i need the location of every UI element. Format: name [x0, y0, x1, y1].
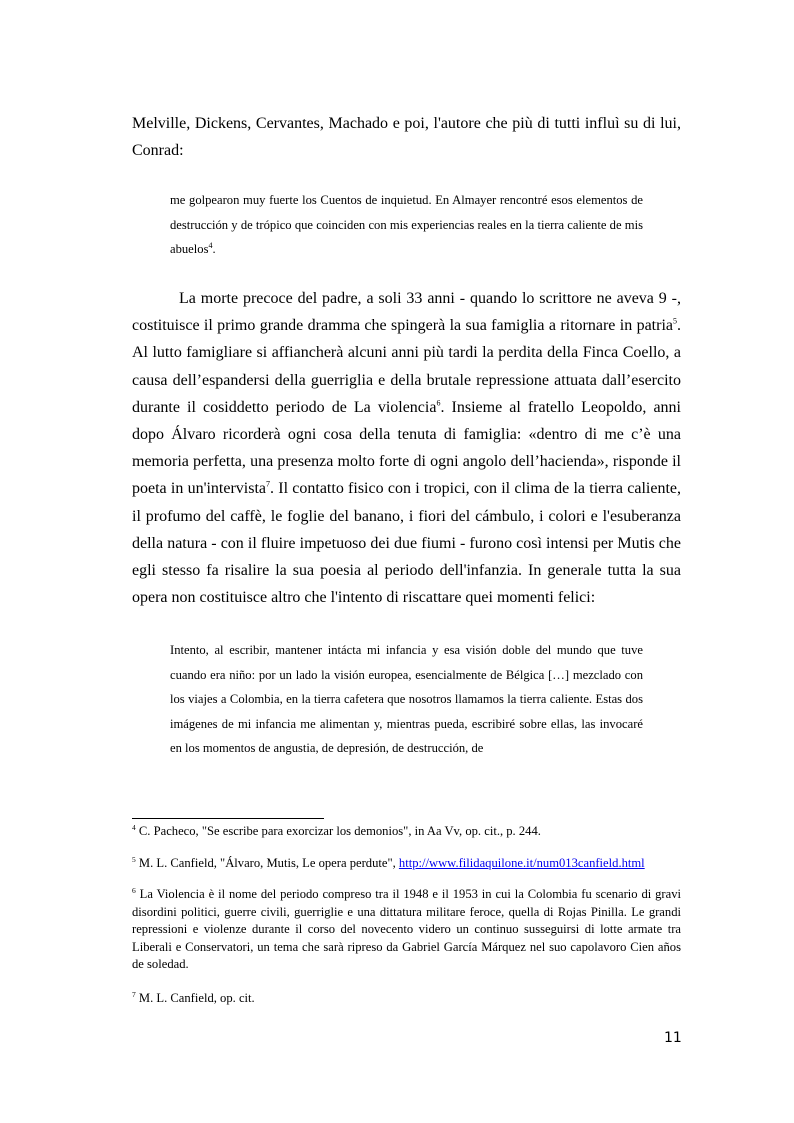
paragraph-continuation	[132, 110, 681, 164]
footnote-text: C. Pacheco, "Se escribe para exorcizar los demonios", in Aa Vv, op. cit., p. 244.	[138, 824, 541, 838]
quote-text: Intento, al escribir, mantener intácta mi infancia y esa visión doble del mundo que tuve cuando era niño: por un lado la visión europea, esencialmente de Bélgica […] mezclado con los viajes a Colombia, en la tierra cafetera que nosotros llamamos la tierra caliente. Estas dos imágenes de mi infancia me alimentan y, mientras pueda, escribiré sobre ellas, las invocaré en los momentos de angustia, de depresión, de destrucción, de	[170, 643, 643, 755]
paragraph-text	[132, 285, 681, 611]
footnote-separator	[132, 818, 324, 819]
footnote-5	[132, 855, 681, 873]
sentence-1: La morte precoce del padre, a soli 33 anni - quando lo scrittore ne aveva 9 -, costituisce il primo grande dramma che spingerà la sua famiglia a ritornare in patria	[132, 290, 681, 335]
footnote-ref-4[interactable]: 4	[208, 240, 213, 250]
quote-body: me golpearon muy fuerte los Cuentos de inquietud. En Almayer rencontré esos elementos de destrucción y de trópico que coinciden con mis experiencias reales en la tierra caliente de mis abuelos	[170, 193, 643, 256]
block-quote-2	[170, 638, 643, 761]
footnote-ref-7[interactable]: 7	[266, 480, 271, 490]
footnote-4	[132, 823, 681, 841]
footnote-7	[132, 990, 681, 1008]
sentence-4: . Il contatto fisico con i tropici, con il clima de la tierra caliente, il profumo del caffè, le foglie del banano, i fiori del cámbulo, i colori e l'esuberanza della natura - con il fluire impetuoso dei due fiumi - furono così intensi per Mutis che egli stesso fa risalire la sua poesia al periodo dell'infanzia. In generale tutta la sua opera non costituisce altro che l'intento di riscattare quei momenti felici:	[132, 480, 682, 607]
main-paragraph	[132, 285, 681, 611]
block-quote-1	[170, 188, 643, 262]
footnote-text: M. L. Canfield, "Álvaro, Mutis, Le opera perdute",	[138, 856, 399, 870]
quote-end: .	[212, 242, 216, 256]
footnote-number: 5	[132, 854, 136, 864]
footnote-text: La Violencia è il nome del periodo compreso tra il 1948 e il 1953 in cui la Colombia fu scenario di gravi disordini politici, guerre civili, guerriglie e una dittatura militare feroce, quella di Rojas Pinilla. Le grandi repressioni e violenze durante il corso del novecento videro un continuo susseguirsi di lotte armate tra Liberali e Conservatori, un tema che sarà ripreso da Gabriel García Márquez nel suo capolavoro Cien años de soledad.	[132, 887, 682, 971]
sentence-2: . Al lutto famigliare si affiancherà alcuni anni più tardi la perdita della Finca Coello, a causa dell’espandersi della guerriglia e della brutale repressione attuata dall’esercito durante il cosiddetto periodo de La violencia	[132, 317, 681, 416]
footnote-number: 7	[132, 989, 136, 999]
footnote-ref-5[interactable]: 5	[673, 316, 677, 326]
page-number: 11	[664, 1030, 682, 1046]
footnote-number: 4	[132, 822, 136, 832]
footnote-text: M. L. Canfield, op. cit.	[138, 991, 255, 1005]
footnote-number: 6	[132, 885, 136, 895]
footnote-6	[132, 886, 681, 974]
paragraph-text: Melville, Dickens, Cervantes, Machado e poi, l'autore che più di tutti influì su di lui, Conrad:	[132, 115, 681, 160]
footnote-ref-6[interactable]: 6	[436, 398, 441, 408]
footnote-link[interactable]: http://www.filidaquilone.it/num013canfield.html	[398, 856, 645, 870]
quote-text	[170, 188, 643, 262]
sentence-3: . Insieme al fratello Leopoldo, anni dopo Álvaro ricorderà ogni cosa della tenuta di famiglia: «dentro di me c’è una memoria perfetta, una presenza molto forte di ogni angolo dell’hacienda», risponde il poeta in un'intervista	[132, 398, 682, 498]
